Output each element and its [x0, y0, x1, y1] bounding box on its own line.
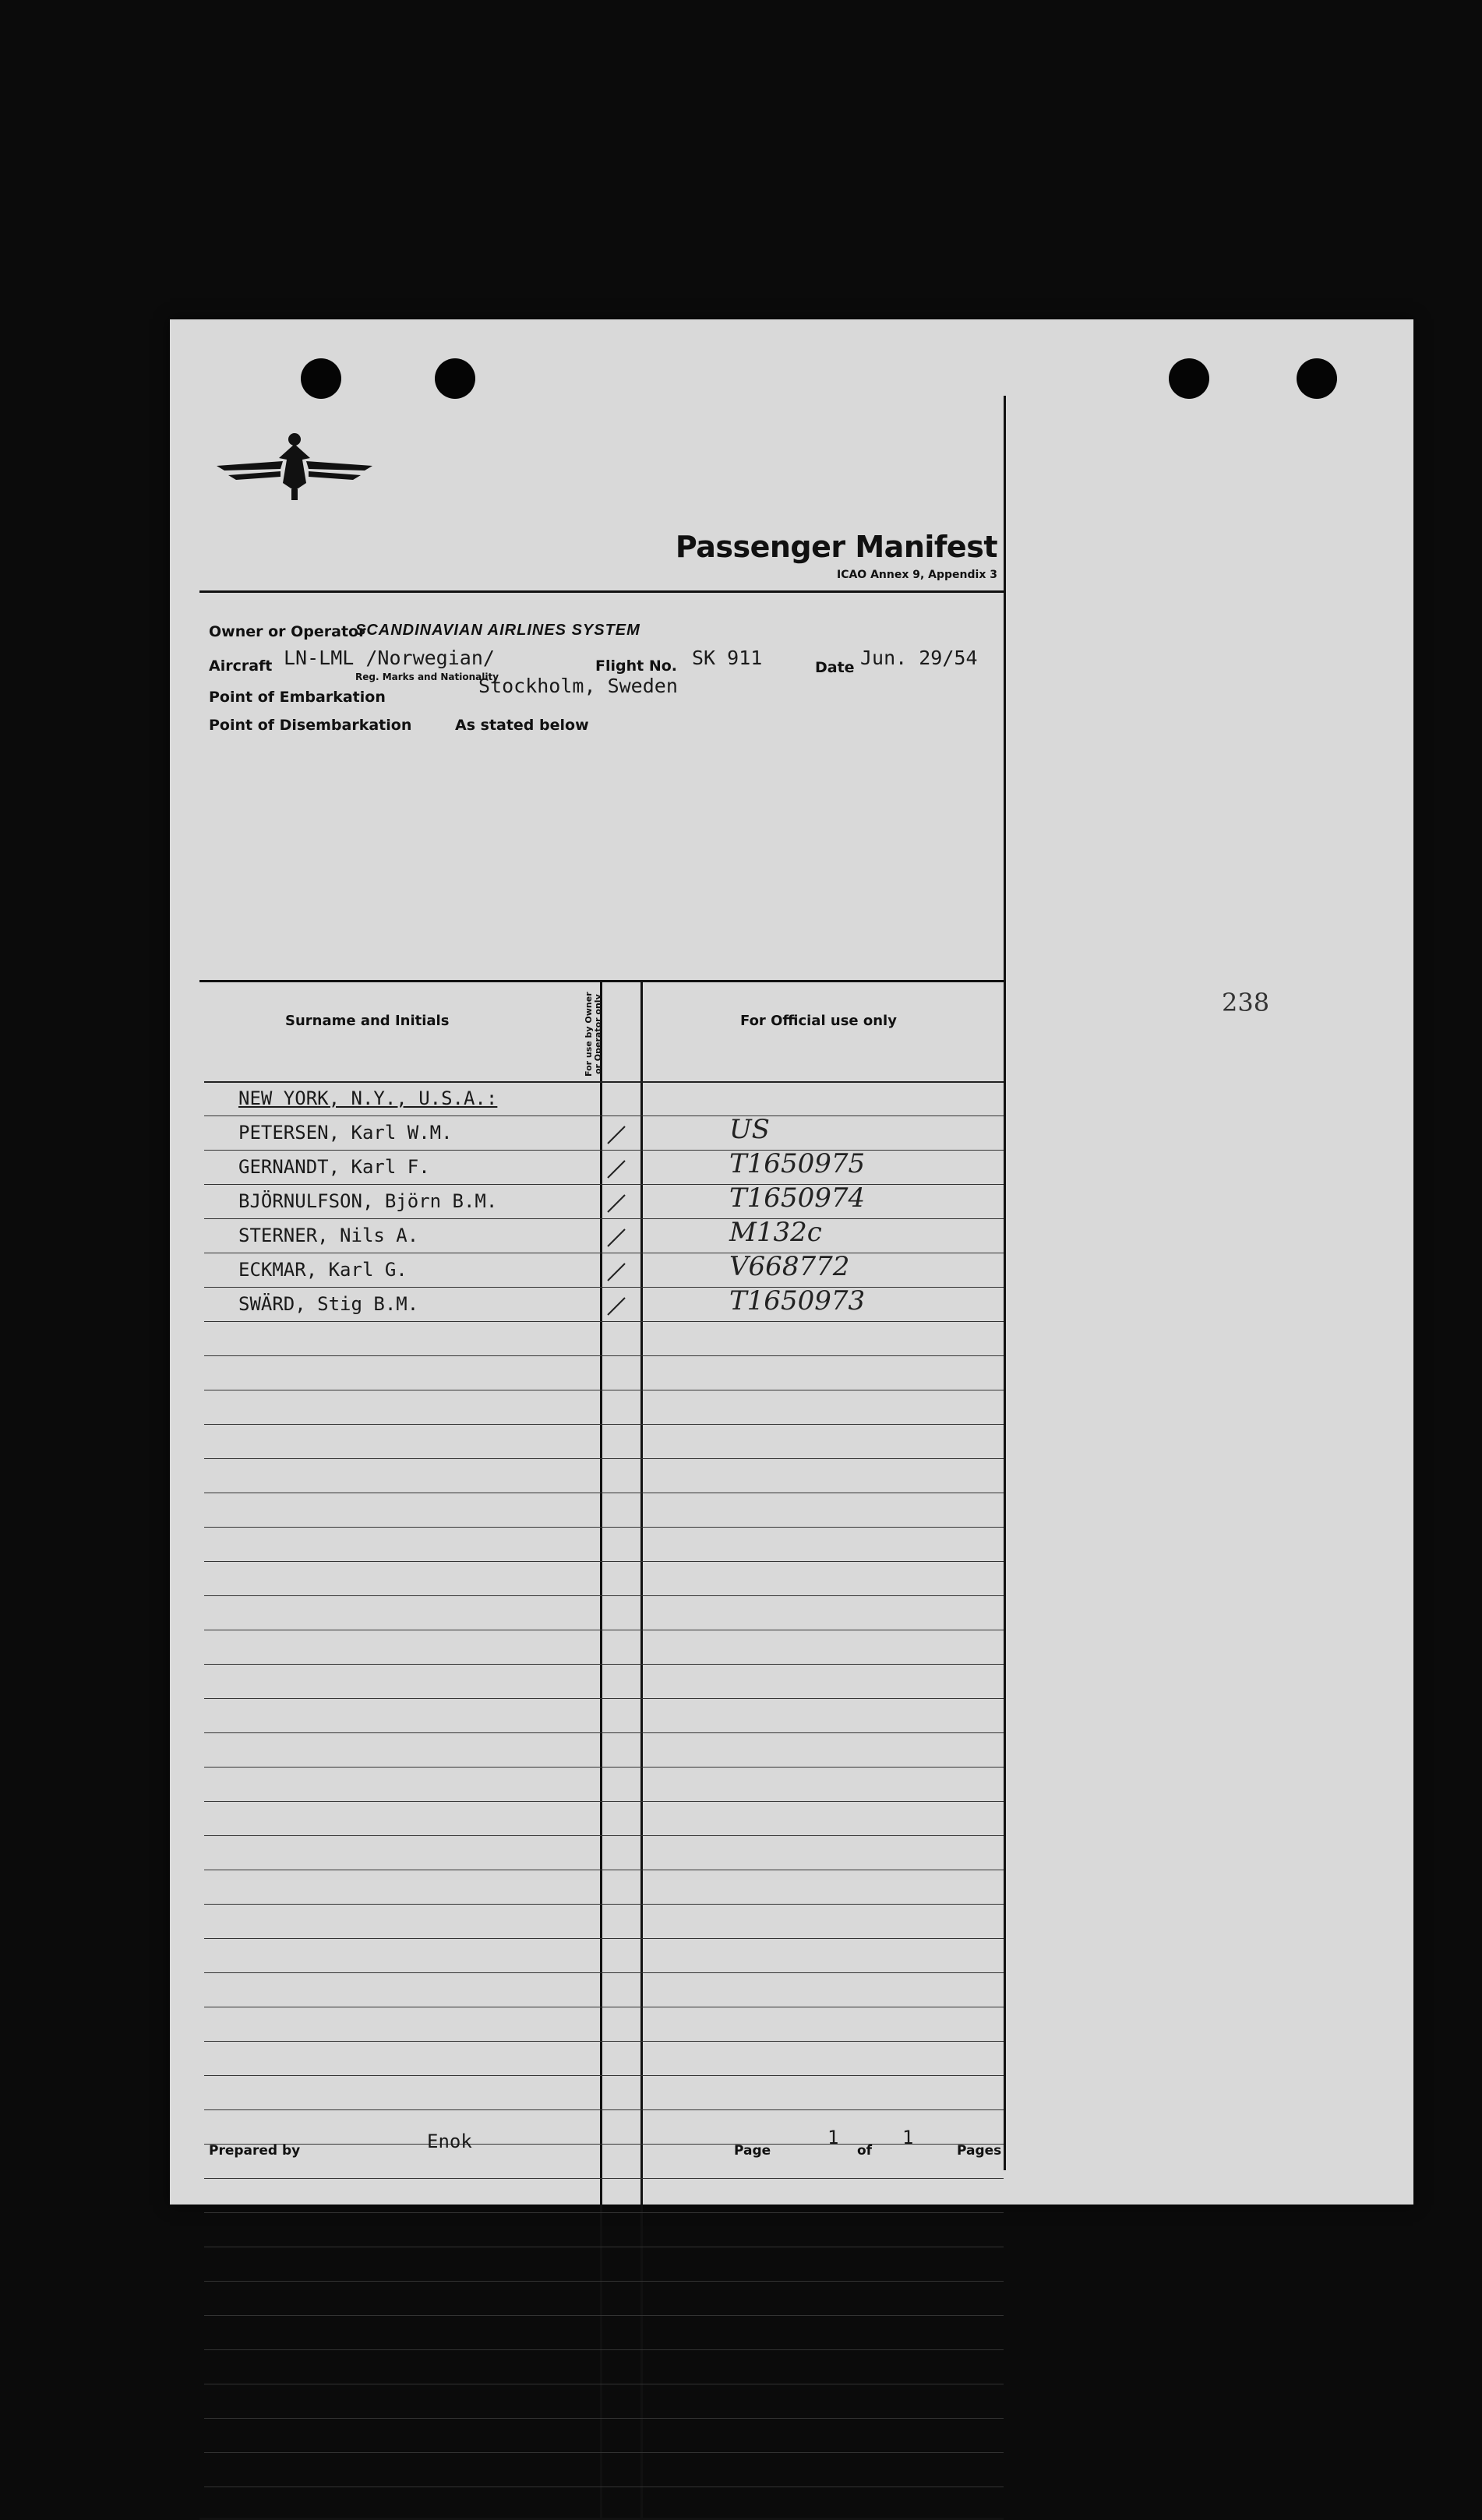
passenger-name: BJÖRNULFSON, Björn B.M. [238, 1190, 498, 1212]
passenger-name: ECKMAR, Karl G. [238, 1259, 408, 1281]
table-row-line [204, 2109, 1004, 2110]
official-entry: T1650975 [729, 1148, 866, 1179]
table-row-line [204, 2349, 1004, 2350]
table-row-line [204, 1527, 1004, 1528]
table-row-line [204, 1767, 1004, 1768]
punch-hole-right-2 [1297, 358, 1337, 399]
table-row-line [204, 1972, 1004, 1973]
table-row-line [204, 1184, 1004, 1185]
check-mark-icon [605, 1123, 628, 1147]
table-row-line [204, 2452, 1004, 2453]
table-row-line [204, 1321, 1004, 1322]
passenger-name: NEW YORK, N.Y., U.S.A.: [238, 1087, 498, 1109]
pages-label: Pages [957, 2143, 1002, 2159]
table-row-line [204, 1561, 1004, 1562]
date-label: Date [815, 659, 855, 676]
table-row-line [204, 1595, 1004, 1596]
punch-hole-right-1 [1169, 358, 1209, 399]
table-row-line [204, 2075, 1004, 2076]
table-row-line [204, 2041, 1004, 2042]
prepared-by-label: Prepared by [209, 2143, 301, 2159]
table-row-line [204, 1287, 1004, 1288]
official-entry: T1650973 [729, 1285, 866, 1316]
official-entry: T1650974 [729, 1182, 866, 1214]
table-row-line [204, 2178, 1004, 2179]
prepared-by-value: Enok [427, 2131, 472, 2152]
table-row-line [204, 1904, 1004, 1905]
table-row-line [204, 1115, 1004, 1116]
table-row-line [204, 1150, 1004, 1151]
table-row-line [204, 1835, 1004, 1836]
table-row-line [204, 2212, 1004, 2213]
table-row-line [204, 1938, 1004, 1939]
of-label: of [857, 2143, 873, 2159]
check-mark-icon [605, 1192, 628, 1215]
total-pages: 1 [902, 2127, 914, 2148]
header-divider [199, 590, 1004, 593]
table-divider-operator [640, 980, 643, 2520]
passenger-name: GERNANDT, Karl F. [238, 1156, 430, 1178]
table-row-line [204, 1424, 1004, 1425]
check-mark-icon [605, 1260, 628, 1284]
manifest-form [199, 396, 1006, 2170]
table-row-line [204, 2144, 1004, 2145]
flight-no-label: Flight No. [595, 657, 678, 675]
page-number: 1 [827, 2127, 839, 2148]
check-mark-icon [605, 1295, 628, 1318]
table-row-line [204, 1081, 1004, 1083]
page-subtitle: ICAO Annex 9, Appendix 3 [836, 569, 997, 581]
punch-hole-left-1 [301, 358, 341, 399]
embarkation-value: Stockholm, Sweden [478, 675, 678, 697]
disembarkation-value: As stated below [455, 717, 589, 734]
embarkation-label: Point of Embarkation [209, 689, 386, 706]
passenger-table [199, 980, 1004, 2520]
passenger-name: SWÄRD, Stig B.M. [238, 1293, 419, 1315]
table-row-line [204, 1664, 1004, 1665]
col-header-official: For Official use only [740, 1013, 897, 1029]
passenger-name: STERNER, Nils A. [238, 1225, 419, 1246]
page-label: Page [734, 2143, 771, 2159]
official-entry: V668772 [729, 1251, 850, 1282]
table-row-line [204, 2281, 1004, 2282]
reg-marks-label: Reg. Marks and Nationality [355, 671, 499, 682]
owner-value: SCANDINAVIAN AIRLINES SYSTEM [355, 622, 640, 639]
table-divider-name [600, 980, 602, 2520]
punch-hole-left-2 [435, 358, 475, 399]
manifest-page [170, 319, 1413, 2205]
stamp-number: 238 [1222, 988, 1270, 1017]
table-row-line [204, 2315, 1004, 2316]
date-value: Jun. 29/54 [860, 647, 978, 669]
aircraft-label: Aircraft [209, 657, 273, 675]
col-header-name: Surname and Initials [285, 1013, 450, 1029]
table-row-line [204, 1698, 1004, 1699]
official-entry: US [729, 1114, 770, 1145]
owner-label: Owner or Operator [209, 623, 366, 640]
table-row-line [204, 1732, 1004, 1733]
aircraft-value: LN-LML /Norwegian/ [284, 647, 495, 669]
table-row-line [204, 1355, 1004, 1356]
check-mark-icon [605, 1158, 628, 1181]
col-header-operator: For use by Owner or Operator only [584, 992, 603, 1077]
table-row-line [204, 2418, 1004, 2419]
page-title: Passenger Manifest [675, 530, 997, 564]
flight-no-value: SK 911 [692, 647, 763, 669]
table-row-line [204, 1801, 1004, 1802]
official-entry: M132c [729, 1217, 822, 1248]
check-mark-icon [605, 1226, 628, 1249]
table-row-line [204, 1458, 1004, 1459]
table-row-line [204, 1218, 1004, 1219]
passenger-name: PETERSEN, Karl W.M. [238, 1122, 453, 1144]
disembarkation-label: Point of Disembarkation [209, 717, 412, 734]
